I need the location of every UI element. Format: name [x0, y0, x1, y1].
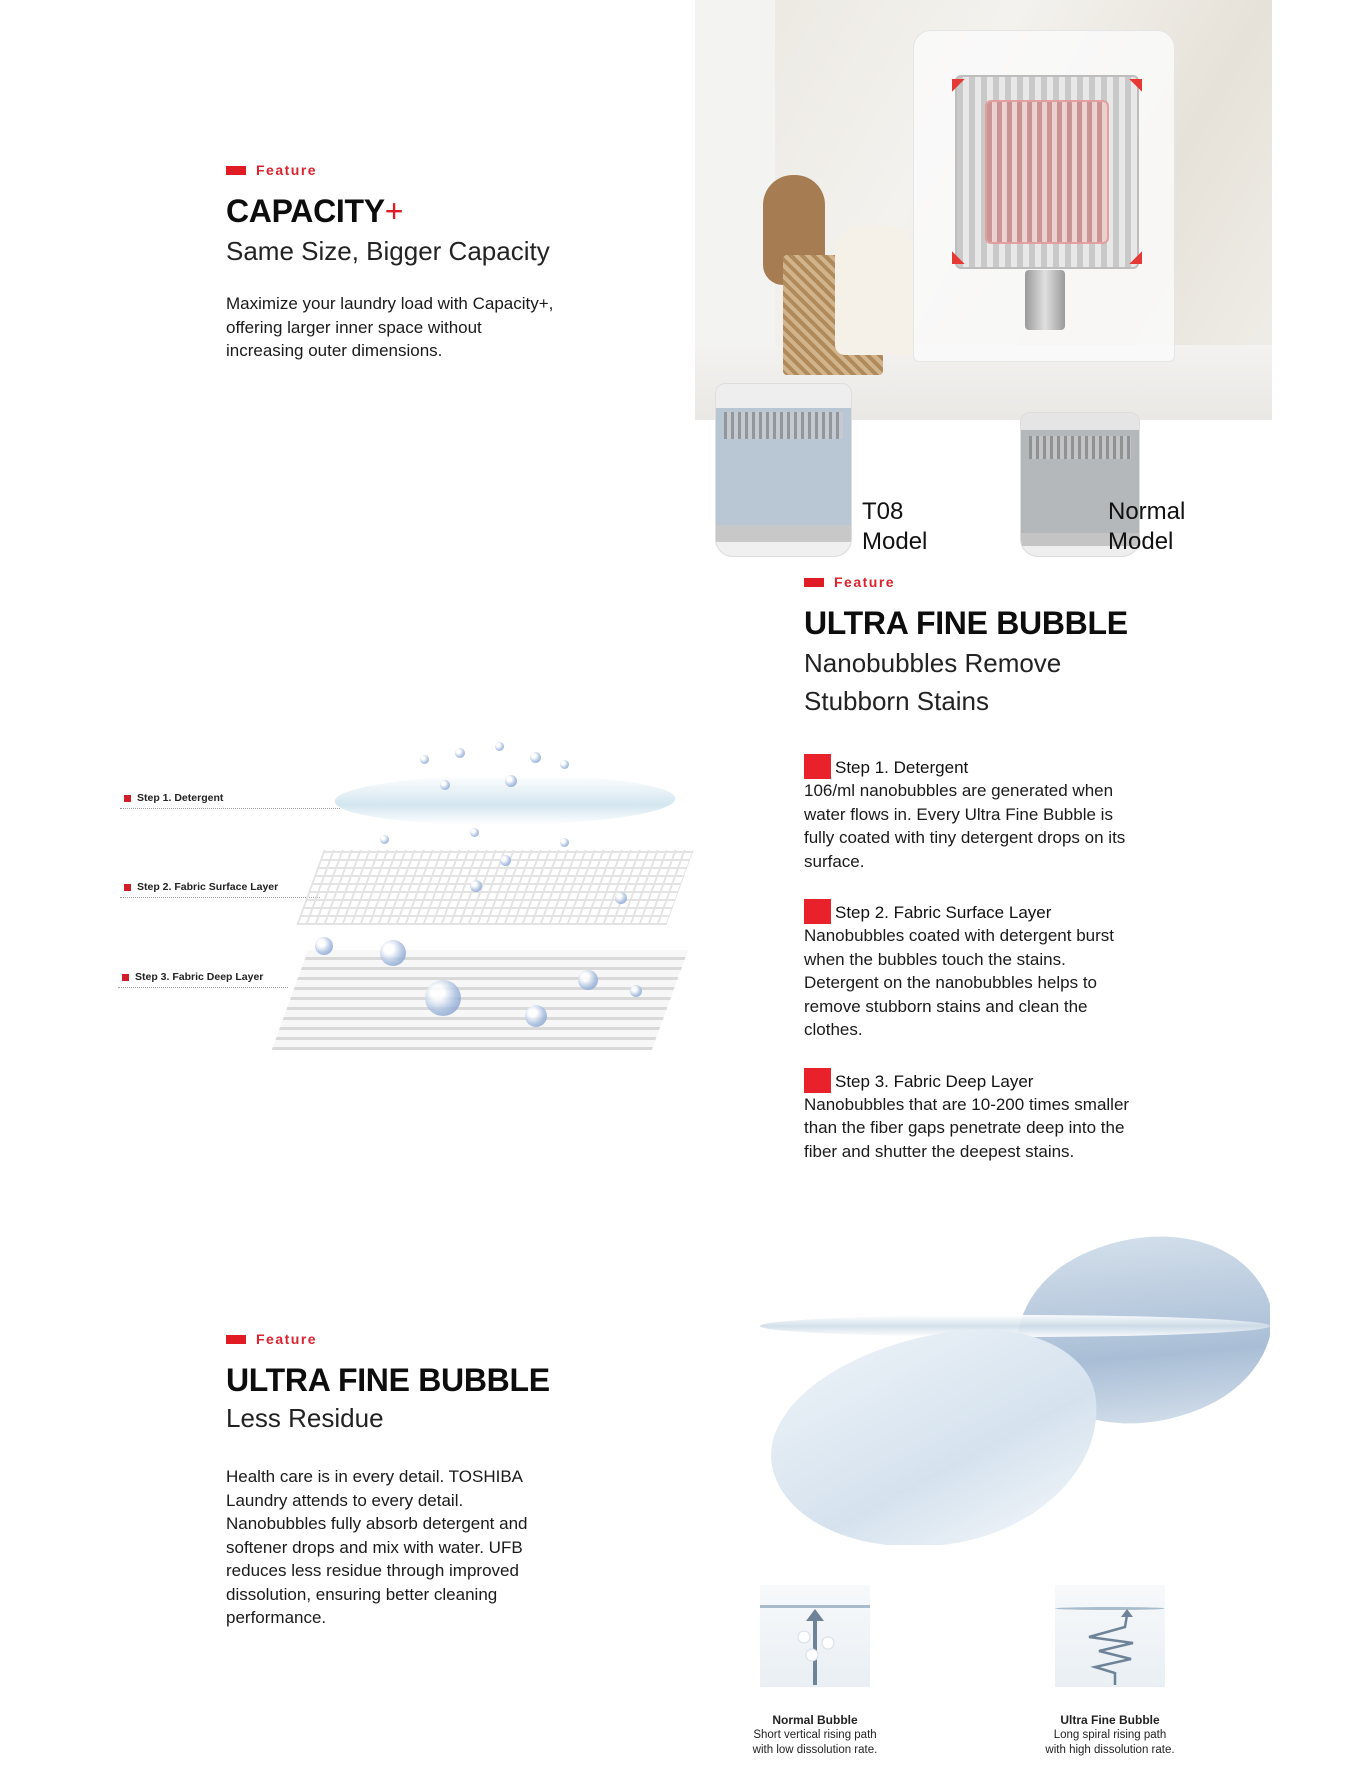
diagram-label-step-3: Step 3. Fabric Deep Layer	[122, 971, 263, 983]
towel-image	[835, 225, 915, 355]
plus-icon: +	[384, 193, 404, 229]
ufb-residue-subtitle: Less Residue	[226, 1403, 384, 1433]
vertical-arrow-icon	[760, 1585, 870, 1687]
red-square-icon	[122, 974, 129, 981]
step-heading: Step 1. Detergent	[804, 754, 1224, 779]
red-square-icon	[804, 1068, 831, 1093]
ufb-residue-section	[226, 1331, 626, 1630]
spiral-arrow-icon	[1055, 1585, 1165, 1687]
water-layer	[326, 775, 684, 825]
capacity-body: Maximize your laundry load with Capacity+, offering larger inner space without increasing outer dimensions.	[226, 294, 554, 360]
t08-drum-image	[715, 383, 852, 557]
inner-drum-image	[985, 100, 1109, 244]
ufb-stains-title: ULTRA FINE BUBBLE	[804, 605, 1128, 641]
step-3	[804, 1068, 1224, 1164]
step-2	[804, 899, 1224, 1042]
step-1	[804, 754, 1224, 873]
ufb-residue-title: ULTRA FINE BUBBLE	[226, 1362, 550, 1398]
t08-model-label: T08 Model	[862, 498, 928, 555]
ufb-residue-body: Health care is in every detail. TOSHIBA Laundry attends to every detail. Nanobubbles fully absorb detergent and softener drops and mix with water. UFB reduces less residue through improved dissolution, ensuring better cleaning performance.	[226, 1467, 528, 1627]
dotted-leader-line	[118, 987, 288, 988]
diagram-label-step-1: Step 1. Detergent	[124, 792, 223, 804]
ufb-bubble-caption: Ultra Fine Bubble Long spiral rising path with high dissolution rate.	[1045, 1713, 1175, 1756]
red-bar-icon	[226, 166, 246, 175]
dotted-leader-line	[120, 897, 320, 898]
normal-model-label: Normal Model	[1108, 498, 1186, 555]
capacity-product-photo	[695, 0, 1272, 420]
step-body: 106/ml nanobubbles are generated when water flows in. Every Ultra Fine Bubble is fully coated with tiny detergent drops on its surface.	[804, 781, 1126, 871]
step-heading: Step 2. Fabric Surface Layer	[804, 899, 1224, 924]
ufb-stains-section	[804, 574, 1224, 1163]
feature-tag: Feature	[804, 574, 1224, 590]
red-square-icon	[804, 899, 831, 924]
capacity-title: CAPACITY+	[226, 193, 404, 229]
dotted-leader-line	[120, 808, 340, 809]
fabric-deep-layer	[272, 950, 688, 1050]
red-bar-icon	[804, 578, 824, 587]
step-body: Nanobubbles coated with detergent burst when the bubbles touch the stains. Detergent on the nanobubbles helps to remove stubborn stains and clean the clothes.	[804, 926, 1114, 1039]
step-body: Nanobubbles that are 10-200 times smaller than the fiber gaps penetrate deep into the fiber and shutter the deepest stains.	[804, 1094, 1130, 1161]
red-square-icon	[124, 884, 131, 891]
feature-tag: Feature	[226, 1331, 626, 1347]
normal-bubble-caption: Normal Bubble Short vertical rising path with low dissolution rate.	[752, 1713, 878, 1756]
ufb-stains-subtitle: Nanobubbles Remove Stubborn Stains	[804, 648, 1062, 716]
capacity-subtitle: Same Size, Bigger Capacity	[226, 236, 550, 266]
motor-image	[1025, 270, 1065, 330]
red-square-icon	[804, 754, 831, 779]
capacity-section	[226, 162, 553, 363]
ufb-bubble-illustration	[1055, 1585, 1165, 1687]
diagram-label-step-2: Step 2. Fabric Surface Layer	[124, 881, 278, 893]
cloth-in-water-image	[720, 1215, 1270, 1545]
red-bar-icon	[226, 1335, 246, 1344]
normal-bubble-illustration	[760, 1585, 870, 1687]
fabric-surface-layer	[296, 850, 693, 925]
step-heading: Step 3. Fabric Deep Layer	[804, 1068, 1224, 1093]
red-square-icon	[124, 795, 131, 802]
feature-tag: Feature	[226, 162, 553, 178]
